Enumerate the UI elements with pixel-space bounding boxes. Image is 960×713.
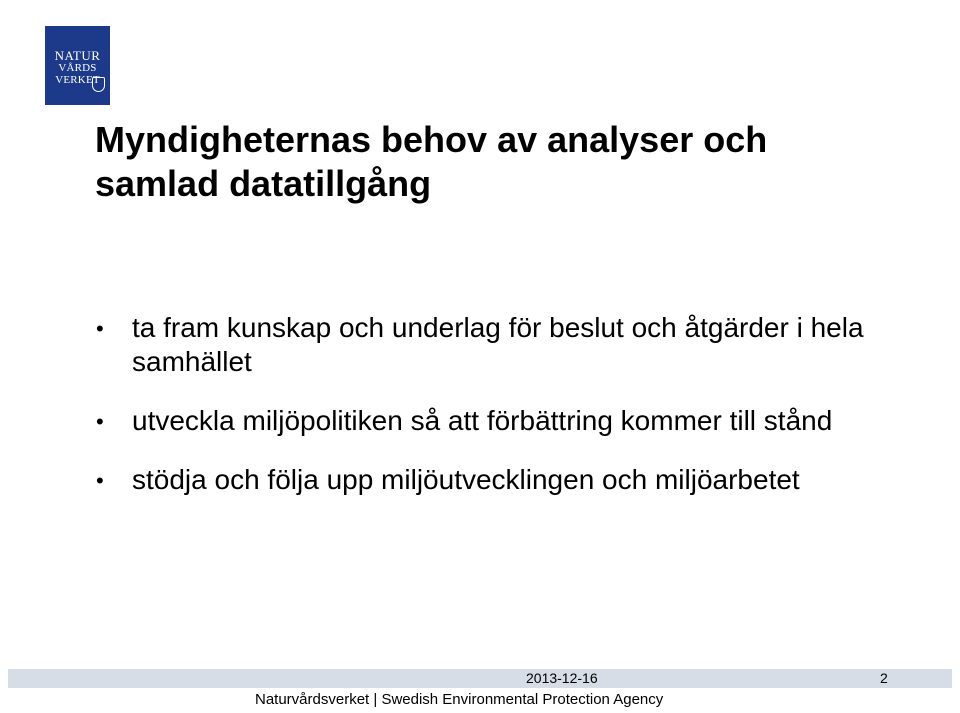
logo-line-3: VERKET (55, 74, 100, 86)
crest-icon (92, 77, 105, 92)
bullet-item (96, 463, 896, 497)
bullet-item (96, 311, 896, 379)
page-number: 2 (880, 670, 888, 686)
logo-line-1: NATUR (54, 48, 101, 63)
naturvardsverket-logo (45, 26, 110, 105)
slide-title-line-1: Myndigheternas behov av analyser och (95, 119, 768, 160)
bullet-item (96, 404, 896, 438)
footer-organization: Naturvårdsverket | Swedish Environmental Protection Agency (255, 691, 664, 708)
slide-date: 2013-12-16 (526, 670, 598, 686)
slide-title (95, 118, 915, 206)
bullet-text: utveckla miljöpolitiken så att förbättring kommer till stånd (132, 405, 833, 436)
bullet-dot-icon: • (96, 468, 104, 493)
bullet-dot-icon: • (96, 316, 104, 341)
logo-line-2: VÅRDS (58, 62, 97, 74)
footer-bar (8, 669, 952, 688)
bullet-text: ta fram kunskap och underlag för beslut och åtgärder i hela samhället (132, 312, 864, 377)
bullet-list (96, 311, 896, 522)
slide-title-line-2: samlad datatillgång (95, 163, 432, 204)
bullet-text: stödja och följa upp miljöutvecklingen och miljöarbetet (132, 464, 800, 495)
bullet-dot-icon: • (96, 409, 104, 434)
